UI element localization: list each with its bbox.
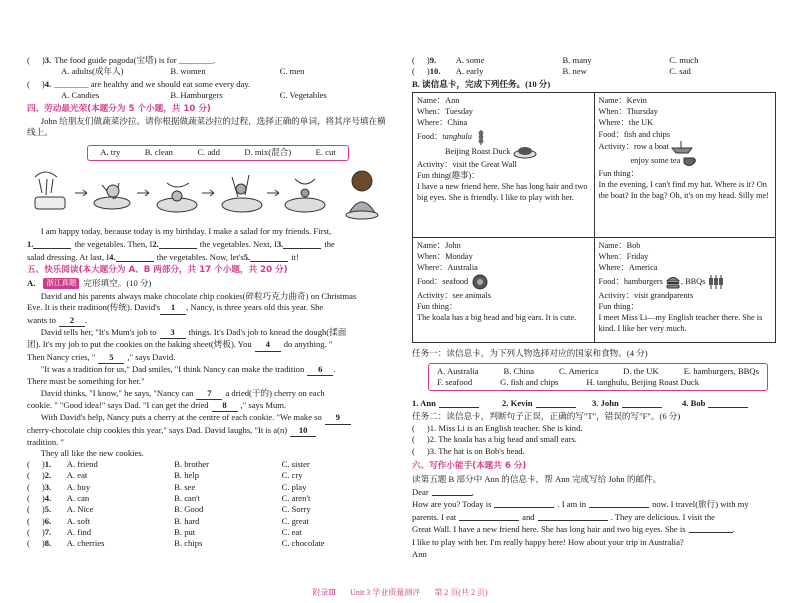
passage-text: cookie. " "Good idea!" says Dad. "I can get the dried <box>27 400 209 411</box>
answer-paren: ( <box>27 481 30 492</box>
option-c: C. aren't <box>281 493 311 504</box>
question-number: 3. <box>44 481 52 492</box>
card-where: Where：America <box>598 263 658 273</box>
answer-paren: ( <box>27 515 30 526</box>
answer-paren: ( <box>27 79 30 89</box>
cloze-blank-9[interactable]: 9 <box>325 412 351 424</box>
passage-line: David and his parents always make chocolate chip cookies(碎粒巧克力曲奇) on Christmas <box>40 291 357 301</box>
passage-text: things. It's Dad's job to knead the dough(揉面 <box>188 327 347 338</box>
answer-paren: ( <box>412 66 415 77</box>
passage-text: . <box>84 314 88 325</box>
task-item: 1. Ann <box>412 398 436 408</box>
option-a: A. some <box>455 55 485 65</box>
card-activity-2: enjoy some tea <box>630 155 681 165</box>
passage-text: do anything. " <box>283 339 333 350</box>
email-blank[interactable] <box>459 511 519 521</box>
info-card-bob <box>594 238 776 343</box>
info-cards-table <box>412 92 776 343</box>
cloze-blank-5[interactable]: 5 <box>98 352 124 364</box>
passage-text: David tells her, "It's Mum's job to <box>40 327 157 338</box>
card-food-label: Food： <box>417 131 443 141</box>
passage-text: Eve. It is their tradition(传统). David's <box>27 302 161 313</box>
statement: 1. Miss Li is an English teacher. She is kind. <box>429 423 583 433</box>
card-fun-text: In the evening, I can't find my hat. Where is it? On the boat? In the bag? Oh, it's on my head. Silly me! <box>598 179 769 201</box>
choice-row <box>27 459 389 470</box>
email-text: How are you? Today is <box>412 499 492 510</box>
question-number: 2. <box>44 470 52 481</box>
option-c: C. sad <box>669 66 691 77</box>
email-signature: Ann <box>412 549 427 560</box>
answer-paren: ( <box>27 470 30 481</box>
email-template: Dear , How are you? Today is . I am in now. I travel(旅行) with my parents. I eat and . They are delicious. I visit the Great Wall. I have a new friend here. She has long hair and two big eyes. She is . I like to play with her. I'm really happy here! How about your trip in Australia? Ann <box>412 486 776 561</box>
email-blank[interactable] <box>432 486 472 496</box>
option-a: A. eat <box>66 470 88 481</box>
option-c: C. great <box>281 515 309 526</box>
card-food-2: , BBQs <box>680 276 706 286</box>
blank-4[interactable] <box>116 252 154 262</box>
option-b: B. chips <box>174 538 203 549</box>
option-a: A. friend <box>66 459 98 469</box>
card-name: Name：Bob <box>598 241 641 250</box>
answer-paren: ( <box>27 459 30 469</box>
footer-appendix: 附录Ⅲ <box>312 588 337 598</box>
card-activity: Activity：row a boat <box>598 141 670 151</box>
question-number: 4. <box>44 79 52 89</box>
card-name: Name：Kevin <box>598 96 647 105</box>
option-c: C. play <box>281 481 307 492</box>
email-blank[interactable] <box>494 498 554 508</box>
task-option: B. China <box>503 365 535 376</box>
card-name: Name：Ann <box>417 96 460 105</box>
answer-paren: ( <box>412 445 415 456</box>
option-b: B. new <box>562 66 587 77</box>
source-tag: 浙江真题 <box>43 278 79 289</box>
cloze-choices <box>27 459 389 550</box>
question-3 <box>27 55 389 78</box>
answer-paren-close: ) <box>426 66 430 77</box>
question-number: 10. <box>429 66 441 77</box>
teacup-icon <box>682 154 698 168</box>
card-activity: Activity：visit the Great Wall <box>417 159 517 169</box>
task-option: E. hamburgers, BBQs <box>683 365 759 376</box>
card-name: Name：John <box>417 241 461 250</box>
sentence-text: the <box>324 239 335 249</box>
card-fun-text: I have a new friend here. She has long hair and two big eyes. She is friendly. I like to play with her. <box>417 181 588 203</box>
task-option: F. seafood <box>437 377 473 387</box>
blank-1[interactable] <box>33 239 71 249</box>
task-1-answers <box>412 398 776 409</box>
blank-number: 4. <box>109 252 116 262</box>
email-text: and <box>522 511 535 522</box>
choice-row <box>412 66 776 77</box>
answer-paren-close: ) <box>41 538 45 549</box>
footer-title: Unit 3 学业质量测评 <box>350 588 421 598</box>
info-card-john <box>413 238 595 343</box>
option-b: B. hard <box>174 515 200 526</box>
card-food: Food：fish and chips <box>598 129 670 139</box>
page-footer <box>0 588 800 599</box>
answer-paren-close: ) <box>426 434 430 445</box>
answer-paren-close: ) <box>41 55 45 65</box>
answer-paren: ( <box>27 527 30 538</box>
answer-paren-close: ) <box>41 504 45 515</box>
blank-number: 1. <box>27 239 34 249</box>
card-food: Food：seafood <box>417 276 469 286</box>
option-b: B. see <box>174 481 196 492</box>
card-where: Where：Australia <box>417 263 478 273</box>
task-1-options-box <box>428 363 768 391</box>
answer-paren: ( <box>412 55 415 65</box>
email-greeting: Dear <box>412 487 429 497</box>
passage-line: There must be something for her." <box>27 376 145 387</box>
blank-number: 5. <box>243 252 251 262</box>
email-text: now. I travel(旅行) with my <box>652 499 749 510</box>
part-b-title: B. 读信息卡，完成下列任务。(10 分) <box>412 79 551 89</box>
question-number: 5. <box>44 504 52 515</box>
card-food: tanghulu <box>442 131 472 141</box>
task-option: G. fish and chips <box>500 377 559 387</box>
option-a: A. can <box>66 493 90 504</box>
sentence-text: the vegetables. Now, let's <box>156 252 244 262</box>
section-5-title: 五、快乐阅读(本大题分为 A、B 两部分，共 17 个小题，共 20 分) <box>27 265 288 275</box>
option-a: A. cherries <box>66 538 105 549</box>
cloze-passage <box>27 291 389 460</box>
cloze-blank-8[interactable]: 8 <box>212 400 238 412</box>
email-text: I like to play with her. I'm really happy here! How about your trip in Australia? <box>412 536 684 547</box>
card-activity: Activity：visit grandparents <box>598 290 694 300</box>
task-option: A. Australia <box>437 365 479 376</box>
option-a: A. adults(成年人) <box>61 66 124 77</box>
option-c: C. sister <box>281 459 310 469</box>
bbq-icon <box>707 274 725 290</box>
seafood-icon <box>470 274 490 290</box>
sentence-text: the vegetables. Then, I <box>74 239 153 249</box>
task-option: D. the UK <box>623 365 659 376</box>
answer-paren-close: ) <box>41 527 45 538</box>
answer-paren-close: ) <box>41 493 45 504</box>
roast-duck-icon <box>513 145 537 159</box>
option-b: B. put <box>174 527 196 538</box>
choice-row <box>27 516 389 527</box>
option-a: A. early <box>455 66 484 77</box>
card-fun-label: Fun thing： <box>417 301 458 311</box>
word-option: C. add <box>197 147 220 158</box>
cloze-choices-continued <box>412 55 776 78</box>
card-activity: Activity：see animals <box>417 290 491 300</box>
option-c: C. eat <box>281 527 302 538</box>
answer-paren-close: ) <box>41 459 45 469</box>
card-fun-label: Fun thing(趣事)： <box>417 170 480 180</box>
card-fun-label: Fun thing： <box>598 301 639 311</box>
answer-paren: ( <box>27 55 30 65</box>
answer-blank[interactable] <box>622 398 662 408</box>
question-text: ________ are healthy and we should eat some every day. <box>54 79 251 89</box>
question-number: 9. <box>429 55 437 65</box>
task-item: 3. John <box>592 398 619 408</box>
choice-row <box>27 493 389 504</box>
passage-text: wants to <box>27 314 56 325</box>
option-b: B. help <box>174 470 199 481</box>
question-number: 3. <box>44 55 52 65</box>
choice-row <box>27 470 389 481</box>
blank-3[interactable] <box>283 239 321 249</box>
answer-paren: ( <box>412 434 415 445</box>
option-c: C. chocolate <box>281 538 325 549</box>
task-option: C. America <box>559 365 599 376</box>
tanghulu-icon <box>474 129 488 145</box>
question-number: 6. <box>44 515 52 526</box>
boat-icon <box>671 140 693 154</box>
answer-blank[interactable] <box>708 398 748 408</box>
task-2-items <box>412 423 776 457</box>
email-blank[interactable] <box>538 511 608 521</box>
answer-paren: ( <box>27 504 30 515</box>
option-c: C. cry <box>281 470 303 481</box>
answer-paren-close: ) <box>426 423 430 433</box>
answer-paren-close: ) <box>41 79 45 89</box>
blank-2[interactable] <box>159 239 197 249</box>
cloze-blank-10[interactable]: 10 <box>290 425 316 437</box>
sentence-text: the vegetables. Next, I <box>199 239 277 249</box>
option-b: B. women <box>170 66 206 77</box>
email-blank[interactable] <box>589 498 649 508</box>
option-a: A. Candies <box>61 90 100 101</box>
passage-text: a dried(干的) cherry on each <box>225 387 325 398</box>
choice-row <box>412 55 776 66</box>
cloze-blank-7[interactable]: 7 <box>196 388 222 400</box>
word-option: B. clean <box>144 147 173 158</box>
blank-number: 2. <box>152 239 159 249</box>
card-fun-label: Fun thing： <box>598 168 639 178</box>
choice-row <box>27 527 389 538</box>
answer-paren: ( <box>27 493 30 504</box>
passage-line: tradition. " <box>27 437 64 448</box>
question-number: 4. <box>44 493 52 504</box>
part-label: A. <box>27 278 36 288</box>
cloze-blank-6[interactable]: 6 <box>307 364 333 376</box>
passage-text: "It was a tradition for us," Dad smiles, "I think Nancy can make the tradition <box>40 364 305 375</box>
choice-row <box>27 482 389 493</box>
card-when: When：Monday <box>417 252 473 262</box>
option-b: B. Good <box>174 504 204 515</box>
passage-text: . <box>333 364 336 375</box>
task-item: 2. Kevin <box>502 398 533 408</box>
word-option: D. mix(混合) <box>244 147 292 158</box>
option-b: B. Hamburgers <box>170 90 223 101</box>
card-where: Where：China <box>417 118 468 128</box>
question-4 <box>27 79 389 102</box>
passage-line: They all like the new cookies. <box>40 448 144 459</box>
card-where: Where：the UK <box>598 118 654 128</box>
info-card-kevin <box>594 93 776 238</box>
choice-row <box>27 504 389 515</box>
answer-paren-close: ) <box>41 481 45 492</box>
section-5a-header <box>27 278 151 289</box>
word-options-box <box>87 145 349 161</box>
answer-blank[interactable] <box>536 398 576 408</box>
choice-row <box>27 538 389 549</box>
section-6-title: 六、写作小能手(本题共 6 分) <box>412 461 527 471</box>
cloze-blank-3[interactable]: 3 <box>160 327 186 339</box>
passage-text: , Nancy, is three years old this year. She <box>186 302 324 313</box>
email-text: parents. I eat <box>412 511 457 522</box>
footer-page-number: 第 2 页(共 2 页) <box>434 588 488 598</box>
task-item: 4. Bob <box>682 398 706 408</box>
card-food: Food：hamburgers <box>598 276 663 286</box>
option-a: A. Nice <box>66 504 94 515</box>
answer-paren-close: ) <box>426 445 430 456</box>
passage-text: With David's help, Nancy puts a cherry at the centre of each cookie. "We make so <box>40 412 322 423</box>
passage-text: ," says David. <box>127 351 176 362</box>
card-fun-text: I meet Miss Li—my English teacher there. She is kind. I like her very much. <box>598 312 763 334</box>
option-a: A. find <box>66 527 92 538</box>
answer-paren-close: ) <box>426 55 430 65</box>
option-c: C. Sorry <box>281 504 311 515</box>
question-number: 8. <box>44 538 52 549</box>
answer-paren-close: ) <box>41 470 45 481</box>
hamburger-icon <box>665 275 681 289</box>
sentence-text: it! <box>291 252 299 262</box>
answer-blank[interactable] <box>439 398 479 408</box>
blank-number: 3. <box>276 239 284 249</box>
option-b: B. many <box>562 55 592 65</box>
passage-text: David thinks, "I know," he says, "Nancy can <box>40 387 194 398</box>
email-text: . I am in <box>557 499 587 510</box>
card-fun-text: The koala has a big head and big ears. It is cute. <box>417 312 577 322</box>
section-6-instructions: 读第五题 B 部分中 Ann 的信息卡，帮 Ann 完成写给 John 的邮件。 <box>412 474 662 484</box>
passage-text: 团). It's my job to put the cookies on the baking sheet(烤板). You <box>27 339 252 350</box>
blank-5[interactable] <box>250 252 288 262</box>
email-blank[interactable] <box>689 523 733 533</box>
cloze-blank-1[interactable]: 1 <box>160 302 186 314</box>
info-card-ann <box>413 93 595 238</box>
task-2-instructions: 任务二：读信息卡，判断句子正误，正确的写"T"，错误的写"F"。(6 分) <box>412 411 681 421</box>
question-text: The food guide pagoda(宝塔) is for ________. <box>54 55 216 65</box>
task-option: H. tanghulu, Beijing Roast Duck <box>586 377 700 387</box>
statement: 3. The hat is on Bob's head. <box>429 445 525 456</box>
task-1-instructions: 任务一：读信息卡，为下列人物选择对应的国家和食物。(4 分) <box>412 348 648 358</box>
email-text: . They are delicious. I visit the <box>610 511 715 522</box>
cloze-blank-4[interactable]: 4 <box>255 339 281 351</box>
option-c: C. men <box>279 66 305 77</box>
passage-text: Then Nancy cries, " <box>27 351 96 362</box>
word-option: E. cut <box>315 147 336 158</box>
sentence-text: salad dressing. At last, I <box>27 252 110 262</box>
email-text: Great Wall. I have a new friend here. She has long hair and two big eyes. She is <box>412 524 686 535</box>
card-when: When：Tuesday <box>417 107 473 117</box>
option-a: A. soft <box>66 515 91 526</box>
passage-text: ," says Mum. <box>240 400 287 411</box>
answer-paren-close: ) <box>41 515 45 526</box>
option-c: C. much <box>669 55 699 65</box>
card-when: When：Thursday <box>598 107 658 117</box>
section-4-title: 四、劳动最光荣(本题分为 5 个小题，共 10 分) <box>27 104 211 114</box>
statement: 2. The koala has a big head and small ears. <box>429 434 577 445</box>
answer-paren: ( <box>27 538 30 549</box>
question-number: 1. <box>44 459 52 469</box>
salad-paragraph-2 <box>27 239 389 250</box>
card-when: When：Friday <box>598 252 649 262</box>
option-b: B. brother <box>174 459 210 469</box>
option-a: A. buy <box>66 481 91 492</box>
question-number: 7. <box>44 527 52 538</box>
salad-paragraph-3 <box>27 252 389 263</box>
section-4-instructions: John 给朋友们做蔬菜沙拉。请你根据做蔬菜沙拉的过程，选择正确的单词，将其序号填在横线上。 <box>27 116 386 138</box>
part-instructions: 完形填空。(10 分) <box>83 278 152 288</box>
card-food-2: Beijing Roast Duck <box>445 146 511 156</box>
option-c: C. Vegetables <box>279 90 327 101</box>
salad-steps-illustration <box>27 163 389 221</box>
cloze-blank-2[interactable]: 2 <box>59 315 85 327</box>
passage-text: cherry-chocolate chip cookies this year," says Dad. David laughs, "It is a(n) <box>27 424 288 435</box>
word-option: A. try <box>100 147 121 158</box>
answer-paren: ( <box>412 423 415 433</box>
salad-paragraph-1: I am happy today, because today is my birthday. I make a salad for my friends. First, <box>40 226 332 236</box>
option-b: B. can't <box>174 493 201 504</box>
